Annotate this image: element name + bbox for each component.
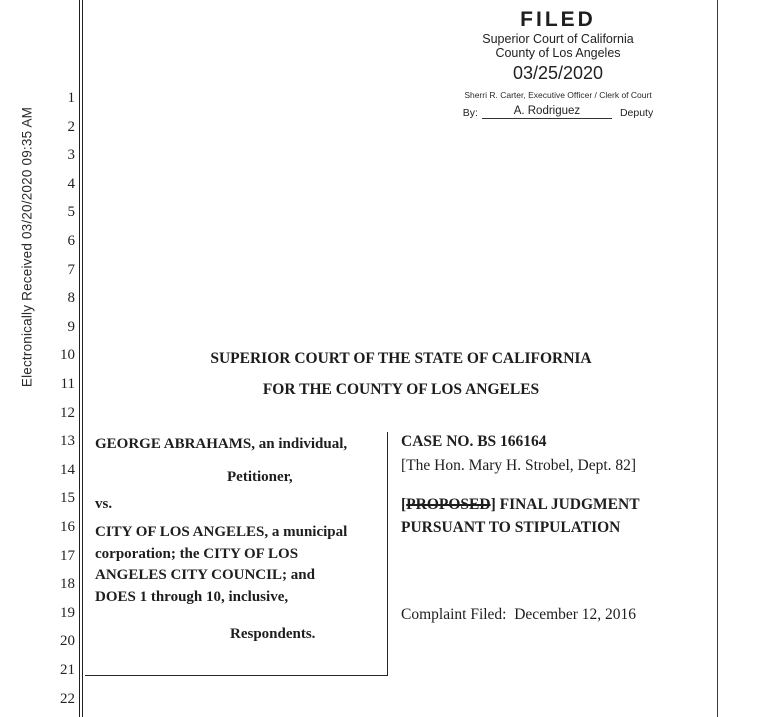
line-number: 16 [60,519,75,535]
case-number: CASE NO. BS 166164 [401,433,547,450]
line-number: 10 [60,347,75,364]
filed-stamp-court-line1: Superior Court of California [482,32,634,46]
respondent-name-line: ANGELES CITY COUNCIL; and [95,567,315,583]
versus-label: vs. [95,496,113,512]
title-open-bracket: [ [401,496,407,513]
line-number: 1 [67,90,75,106]
line-number: 3 [67,147,75,164]
line-number: 20 [60,633,75,650]
line-number: 5 [67,204,75,221]
line-number: 13 [60,433,75,450]
filed-stamp [432,8,684,119]
respondent-name-line: CITY OF LOS ANGELES, a municipal [95,524,348,540]
document-title-line2: PURSUANT TO STIPULATION [401,518,621,536]
title-line1-rest: ] FINAL JUDGMENT [490,496,640,513]
line-number: 6 [67,233,75,249]
deputy-signature-line: A. Rodriguez [482,105,612,119]
title-struck-word: PROPOSED [406,496,491,513]
line-number: 22 [60,690,75,707]
filed-stamp-court-line2: County of Los Angeles [495,46,621,60]
line-number: 8 [67,290,75,307]
court-header-line2: FOR THE COUNTY OF LOS ANGELES [262,381,540,398]
filed-stamp-by-line [432,105,684,119]
pleading-double-rule [79,0,83,717]
respondent-name-line: corporation; the CITY OF LOS [95,545,299,562]
document-title-line1 [401,494,640,517]
respondent-name-line: DOES 1 through 10, inclusive, [95,588,289,605]
respondents-label: Respondents. [230,626,316,642]
line-number: 17 [60,547,75,564]
filed-stamp-date: 03/25/2020 [512,63,604,83]
filed-stamp-clerk-line: Sherri R. Carter, Executive Officer / Clerk of Court [464,90,652,100]
case-caption-box [85,432,388,676]
petitioner-label: Petitioner, [227,469,293,485]
complaint-filed-line: Complaint Filed: December 12, 2016 [401,606,637,623]
line-number: 11 [60,376,75,392]
court-header [86,350,716,399]
line-number: 7 [67,261,75,278]
filed-stamp-title: FILED [520,8,596,31]
respondent-name [95,522,383,608]
by-label: By: [462,107,478,119]
electronically-received-stamp: Electronically Received 03/20/2020 09:35 AM [19,106,35,388]
line-number: 15 [60,490,75,507]
line-number: 21 [60,662,75,678]
line-number: 18 [60,576,75,593]
line-number: 2 [67,118,75,135]
right-margin-rule [717,0,718,717]
line-number: 4 [67,175,75,192]
petitioner-name: GEORGE ABRAHAMS, an individual, [95,436,348,452]
document-title [401,494,640,539]
court-header-line1: SUPERIOR COURT OF THE STATE OF CALIFORNIA [210,350,592,367]
deputy-label: Deputy [619,107,654,119]
judge-line: [The Hon. Mary H. Strobel, Dept. 82] [401,457,637,474]
line-number: 12 [60,404,75,421]
line-number: 14 [60,461,75,478]
line-number: 19 [60,604,75,621]
line-number: 9 [67,318,75,335]
